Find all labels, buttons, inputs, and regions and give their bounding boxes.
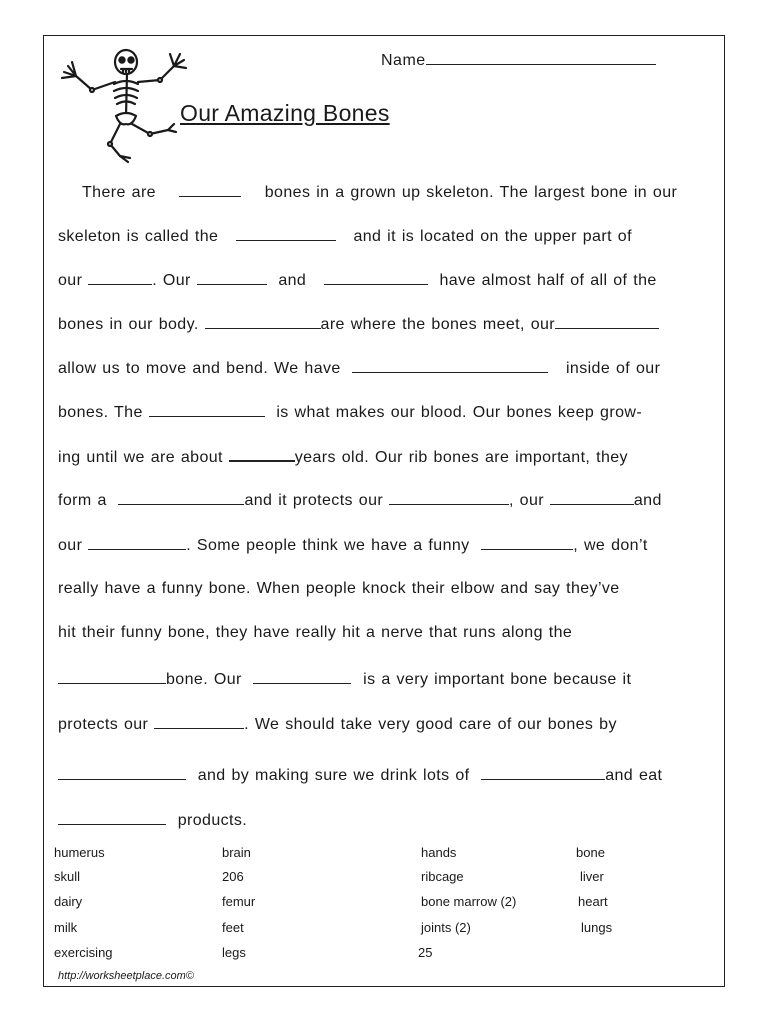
word-bank-item: hands	[421, 845, 457, 860]
passage-line	[58, 270, 657, 290]
fill-blank[interactable]	[88, 535, 186, 550]
word-bank-item: dairy	[54, 894, 83, 909]
fill-blank[interactable]	[154, 714, 244, 729]
passage-text: are where the bones meet, our	[320, 316, 556, 333]
word-bank-item: bone	[576, 845, 605, 860]
fill-blank[interactable]	[58, 669, 166, 684]
page-title: Our Amazing Bones	[180, 100, 390, 126]
word-bank-item: ribcage	[421, 869, 464, 884]
passage-line	[58, 624, 572, 642]
fill-blank[interactable]	[324, 270, 428, 285]
fill-blank[interactable]	[88, 270, 152, 285]
passage-text: bones in a grown up skeleton. The largest bone in our	[264, 184, 678, 201]
passage-text: and	[278, 272, 307, 289]
word-bank-item: brain	[222, 845, 251, 860]
fill-blank[interactable]	[149, 402, 265, 417]
passage-line	[58, 810, 247, 830]
passage-text: skeleton is called the	[58, 228, 219, 245]
passage-text: inside of our	[565, 360, 661, 377]
passage-text: and it is located on the upper part of	[353, 228, 632, 245]
word-bank-item: 25	[418, 945, 433, 960]
word-bank-item: lungs	[581, 920, 613, 935]
fill-blank[interactable]	[481, 535, 573, 550]
passage-text: bones. The	[58, 404, 143, 421]
fill-blank[interactable]	[550, 490, 634, 505]
word-bank-item: femur	[222, 894, 256, 909]
passage-text: and	[633, 492, 662, 509]
passage-line	[58, 402, 642, 422]
source-credit: http://worksheetplace.com©	[58, 970, 194, 982]
fill-blank[interactable]	[481, 765, 605, 780]
passage-text: our	[58, 537, 83, 554]
passage-line	[58, 358, 660, 378]
fill-blank[interactable]	[229, 446, 295, 462]
passage-text: is what makes our blood. Our bones keep grow-	[276, 404, 643, 421]
passage-text: and eat	[605, 767, 663, 784]
passage-text: . Some people think we have a funny	[186, 537, 470, 554]
word-bank-item: 206	[222, 869, 244, 884]
word-bank-item: humerus	[54, 845, 105, 860]
passage-text: bone. Our	[166, 671, 242, 688]
fill-blank[interactable]	[179, 182, 241, 197]
passage-text: . Our	[152, 272, 191, 289]
word-bank-item: feet	[222, 920, 244, 935]
passage-text: years old. Our rib bones are important, they	[294, 449, 628, 466]
fill-blank[interactable]	[205, 314, 321, 329]
name-field	[381, 50, 656, 70]
name-label: Name	[381, 52, 426, 69]
passage-line	[58, 446, 628, 467]
passage-text: and it protects our	[244, 492, 384, 509]
passage-line	[58, 580, 620, 598]
word-bank-item: joints (2)	[421, 920, 471, 935]
passage-text: . We should take very good care of our bones by	[244, 716, 617, 733]
passage-line	[58, 535, 648, 555]
passage-line	[58, 765, 662, 785]
word-bank-item: liver	[580, 869, 604, 884]
fill-blank[interactable]	[352, 358, 548, 373]
fill-blank[interactable]	[58, 765, 186, 780]
passage-text: There are	[82, 184, 156, 201]
dancing-skeleton-icon	[50, 46, 190, 168]
fill-blank[interactable]	[197, 270, 267, 285]
passage-line	[82, 182, 677, 202]
word-bank-item: heart	[578, 894, 608, 909]
passage-text: , we don’t	[573, 537, 648, 554]
passage-text: really have a funny bone. When people knock their elbow and say they’ve	[58, 580, 620, 597]
word-bank-item: legs	[222, 945, 246, 960]
name-blank[interactable]	[426, 50, 656, 65]
word-bank-item: milk	[54, 920, 78, 935]
fill-blank[interactable]	[555, 314, 659, 329]
fill-blank[interactable]	[118, 490, 244, 505]
passage-text: and by making sure we drink lots of	[197, 767, 470, 784]
fill-blank[interactable]	[253, 669, 351, 684]
passage-text: ing until we are about	[58, 449, 223, 466]
worksheet-border	[43, 35, 725, 987]
passage-text: our	[58, 272, 83, 289]
passage-line	[58, 669, 631, 689]
passage-line	[58, 226, 632, 246]
fill-blank[interactable]	[389, 490, 509, 505]
passage-text: hit their funny bone, they have really hit a nerve that runs along the	[58, 624, 573, 641]
passage-text: allow us to move and bend. We have	[58, 360, 341, 377]
passage-text: bones in our body.	[58, 316, 199, 333]
passage-line	[58, 714, 617, 734]
passage-text: form a	[58, 492, 107, 509]
passage-text: , our	[508, 492, 544, 509]
fill-blank[interactable]	[236, 226, 336, 241]
word-bank-item: bone marrow (2)	[421, 894, 517, 909]
passage-text: products.	[177, 812, 248, 829]
word-bank-item: skull	[54, 869, 81, 884]
passage-text: protects our	[58, 716, 149, 733]
word-bank-item: exercising	[54, 945, 113, 960]
passage-line	[58, 490, 662, 510]
passage-text: is a very important bone because it	[363, 671, 632, 688]
passage-line	[58, 314, 659, 334]
fill-blank[interactable]	[58, 810, 166, 825]
passage-text: have almost half of all of the	[439, 272, 657, 289]
